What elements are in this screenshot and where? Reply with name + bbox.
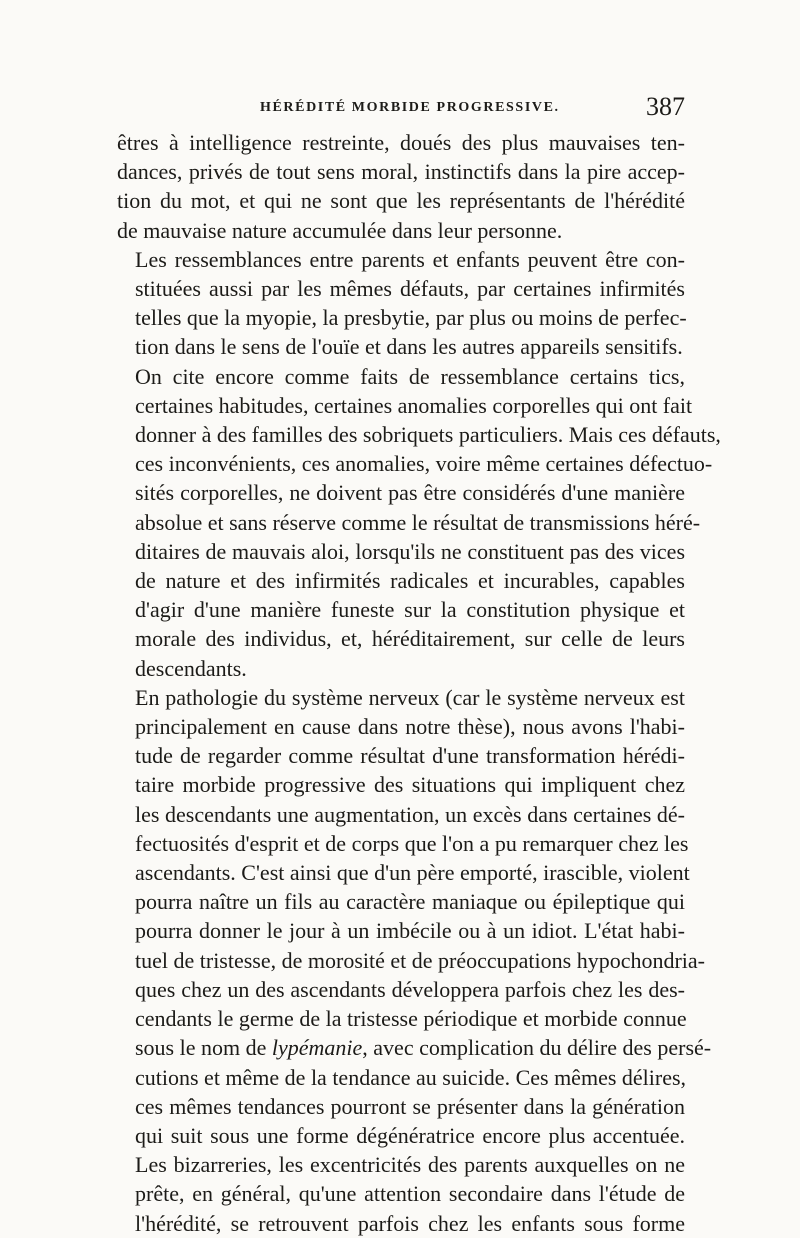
paragraph-2	[117, 245, 685, 362]
text-line-with-italic	[117, 1033, 712, 1062]
text-line: morale des individus, et, héréditairement, sur celle de leurs	[135, 626, 685, 652]
paragraph-4	[117, 683, 712, 1238]
paragraph-3	[117, 362, 721, 683]
text-line: tion dans le sens de l'ouïe et dans les autres appareils sensitifs.	[135, 334, 683, 360]
text-segment: sous le nom de	[135, 1035, 272, 1061]
text-line: ditaires de mauvais aloi, lorsqu'ils ne constituent pas des vices	[135, 538, 685, 564]
page-number: 387	[646, 92, 685, 121]
text-segment: , avec complication du délire des persé-	[362, 1035, 712, 1061]
text-line: qui suit sous une forme dégénératrice encore plus accentuée.	[135, 1122, 685, 1148]
text-line: tude de regarder comme résultat d'une transformation hérédi-	[135, 743, 685, 769]
text-line: Les bizarreries, les excentricités des parents auxquelles on ne	[135, 1152, 685, 1178]
text-line: principalement en cause dans notre thèse), nous avons l'habi-	[135, 714, 685, 740]
text-line: certaines habitudes, certaines anomalies corporelles qui ont fait	[135, 392, 693, 418]
text-line: de nature et des infirmités radicales et incurables, capables	[135, 568, 685, 594]
text-line: sités corporelles, ne doivent pas être considérés d'une manière	[135, 480, 685, 506]
text-line: ascendants. C'est ainsi que d'un père emporté, irascible, violent	[135, 860, 690, 886]
running-title: HÉRÉDITÉ MORBIDE PROGRESSIVE.	[260, 100, 560, 115]
text-line: On cite encore comme faits de ressemblance certains tics,	[135, 363, 685, 389]
text-line: tion du mot, et qui ne sont que les représentants de l'hérédité	[117, 188, 685, 214]
text-line: pourra naître un fils au caractère maniaque ou épileptique qui	[135, 889, 685, 915]
text-line: les descendants une augmentation, un excès dans certaines dé-	[135, 801, 685, 827]
text-line: ces inconvénients, ces anomalies, voire même certaines défectuo-	[135, 451, 713, 477]
text-line: ques chez un des ascendants développera parfois chez les des-	[135, 976, 685, 1002]
text-line: l'hérédité, se retrouvent parfois chez les enfants sous forme	[135, 1210, 685, 1236]
text-line: d'agir d'une manière funeste sur la constitution physique et	[135, 597, 685, 623]
text-line: donner à des familles des sobriquets particuliers. Mais ces défauts,	[135, 422, 721, 448]
text-line: pourra donner le jour à un imbécile ou à un idiot. L'état habi-	[135, 918, 685, 944]
text-line: de mauvaise nature accumulée dans leur personne.	[117, 217, 563, 243]
text-line: cendants le germe de la tristesse périodique et morbide connue	[135, 1006, 687, 1032]
text-line: ces mêmes tendances pourront se présenter dans la génération	[135, 1093, 685, 1119]
italic-term: lypémanie	[271, 1035, 363, 1061]
text-line: êtres à intelligence restreinte, doués des plus mauvaises ten-	[117, 130, 685, 155]
text-line: fectuosités d'esprit et de corps que l'on a pu remarquer chez les	[135, 830, 689, 856]
text-line: tuel de tristesse, de morosité et de préoccupations hypochondria-	[135, 947, 705, 973]
page-header	[117, 92, 685, 124]
text-line: En pathologie du système nerveux (car le système nerveux est	[135, 684, 685, 710]
text-line: prête, en général, qu'une attention secondaire dans l'étude de	[135, 1181, 685, 1207]
text-line: absolue et sans réserve comme le résultat de transmissions héré-	[135, 509, 701, 535]
text-line: taire morbide progressive des situations qui impliquent chez	[135, 772, 685, 798]
text-line: Les ressemblances entre parents et enfants peuvent être con-	[135, 246, 685, 272]
body-text	[117, 128, 721, 1238]
text-line: descendants.	[135, 655, 247, 681]
text-line: cutions et même de la tendance au suicide. Ces mêmes délires,	[135, 1064, 687, 1090]
text-line: stituées aussi par les mêmes défauts, par certaines infirmités	[135, 276, 685, 302]
text-line: dances, privés de tout sens moral, instinctifs dans la pire accep-	[117, 159, 685, 185]
paragraph-1	[117, 128, 685, 245]
text-line: telles que la myopie, la presbytie, par plus ou moins de perfec-	[135, 305, 687, 331]
